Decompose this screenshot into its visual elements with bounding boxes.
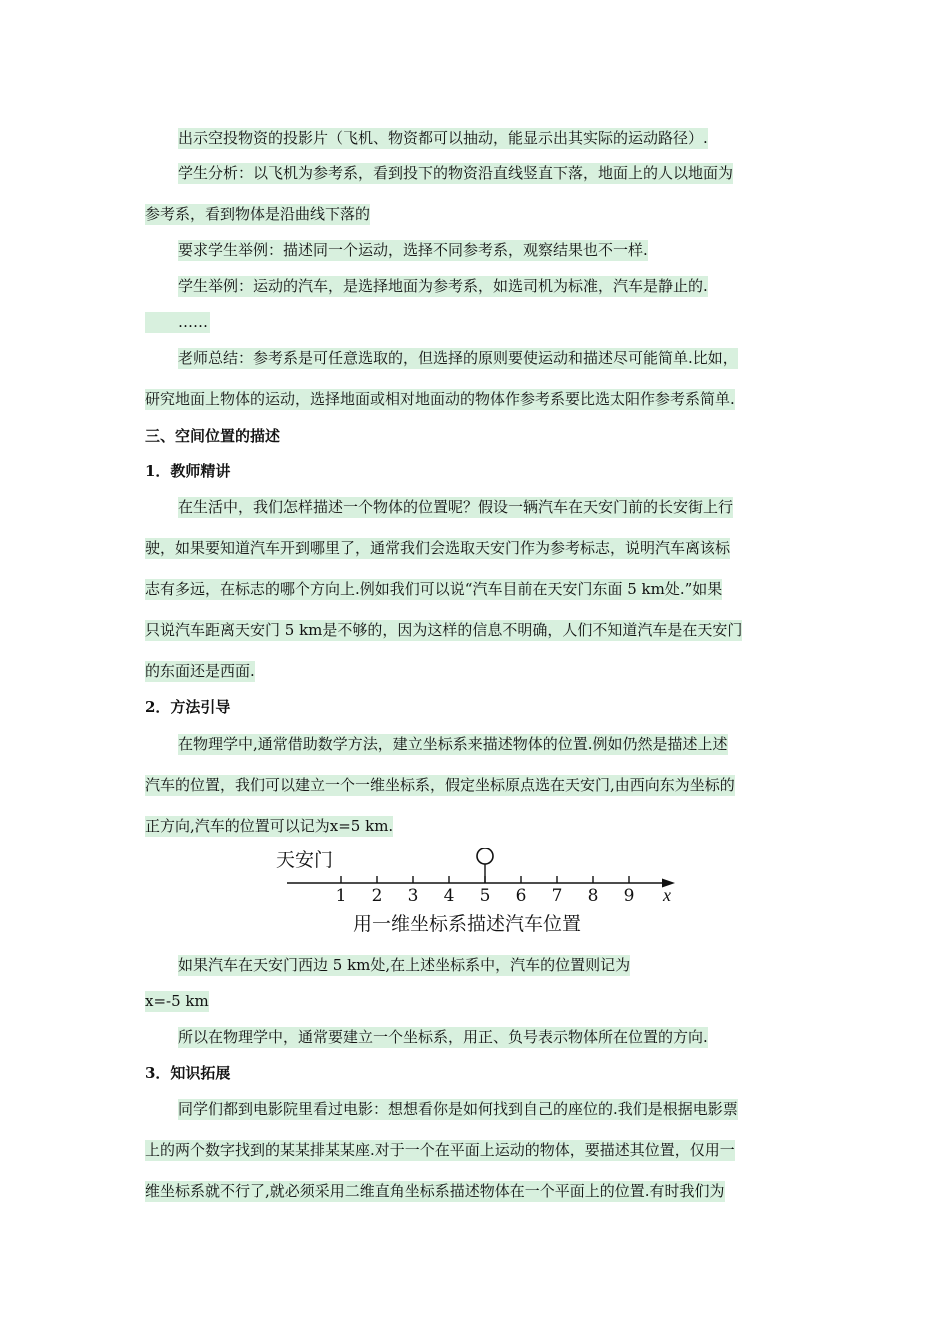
paragraph-line: 学生举例：运动的汽车，是选择地面为参考系，如选司机为标准，汽车是静止的. [178, 277, 708, 295]
paragraph-line: 上的两个数字找到的某某排某某座.对于一个在平面上运动的物体，要描述其位置，仅用一 [145, 1141, 735, 1159]
axis-label: x [663, 885, 671, 905]
paragraph-line: 学生分析：以飞机为参考系，看到投下的物资沿直线竖直下落，地面上的人以地面为 [178, 164, 734, 182]
paragraph-line: 老师总结：参考系是可任意选取的，但选择的原则要使运动和描述尽可能简单.比如， [178, 349, 738, 367]
tick-label: 3 [407, 886, 419, 906]
tick-label: 6 [515, 886, 527, 906]
tick-label: 8 [587, 886, 599, 906]
paragraph-line: 在生活中，我们怎样描述一个物体的位置呢？假设一辆汽车在天安门前的长安街上行 [178, 498, 734, 516]
paragraph-line: x=-5 km [145, 992, 209, 1010]
paragraph-line: 要求学生举例：描述同一个运动，选择不同参考系，观察结果也不一样. [178, 241, 648, 259]
coordinate-axis-figure [265, 848, 685, 944]
number-axis [265, 848, 685, 912]
tick-label: 9 [623, 886, 635, 906]
section-heading: 三、空间位置的描述 [145, 427, 281, 445]
paragraph-line: 正方向,汽车的位置可以记为x=5 km. [145, 817, 394, 835]
paragraph-line: 所以在物理学中，通常要建立一个坐标系，用正、负号表示物体所在位置的方向. [178, 1028, 708, 1046]
subsection-heading: 3．知识拓展 [145, 1064, 231, 1082]
paragraph-line: 在物理学中,通常借助数学方法，建立坐标系来描述物体的位置.例如仍然是描述上述 [178, 735, 728, 753]
paragraph-line: 同学们都到电影院里看过电影：想想看你是如何找到自己的座位的.我们是根据电影票 [178, 1100, 738, 1118]
tick-label: 4 [443, 886, 455, 906]
paragraph-line: 出示空投物资的投影片（飞机、物资都可以抽动，能显示出其实际的运动路径）. [178, 129, 708, 147]
subsection-heading: 2．方法引导 [145, 698, 231, 716]
paragraph-line: 驶，如果要知道汽车开到哪里了，通常我们会选取天安门作为参考标志，说明汽车离该标 [145, 539, 731, 557]
paragraph-line: 如果汽车在天安门西边 5 km处,在上述坐标系中，汽车的位置则记为 [178, 956, 631, 974]
paragraph-line: 志有多远，在标志的哪个方向上.例如我们可以说“汽车目前在天安门东面 5 km处.”如果 [145, 580, 723, 598]
paragraph-line: 汽车的位置，我们可以建立一个一维坐标系，假定坐标原点选在天安门,由西向东为坐标的 [145, 776, 735, 794]
tick-label: 1 [335, 886, 347, 906]
paragraph-line: 参考系，看到物体是沿曲线下落的 [145, 205, 371, 223]
tick-label: 7 [551, 886, 563, 906]
car-marker [477, 848, 493, 864]
tick-label: 5 [479, 886, 491, 906]
paragraph-line: 研究地面上物体的运动，选择地面或相对地面动的物体作参考系要比选太阳作参考系简单. [145, 390, 735, 408]
paragraph-line: 只说汽车距离天安门 5 km是不够的，因为这样的信息不明确，人们不知道汽车是在天安门 [145, 621, 743, 639]
paragraph-line: 的东面还是西面. [145, 662, 255, 680]
ellipsis-line: …… [145, 312, 210, 333]
subsection-heading: 1．教师精讲 [145, 462, 231, 480]
figure-title: 天安门 [276, 849, 334, 871]
tick-label: 2 [371, 886, 383, 906]
figure-caption: 用一维坐标系描述汽车位置 [353, 913, 582, 935]
paragraph-line: 维坐标系就不行了,就必须采用二维直角坐标系描述物体在一个平面上的位置.有时我们为 [145, 1182, 725, 1200]
